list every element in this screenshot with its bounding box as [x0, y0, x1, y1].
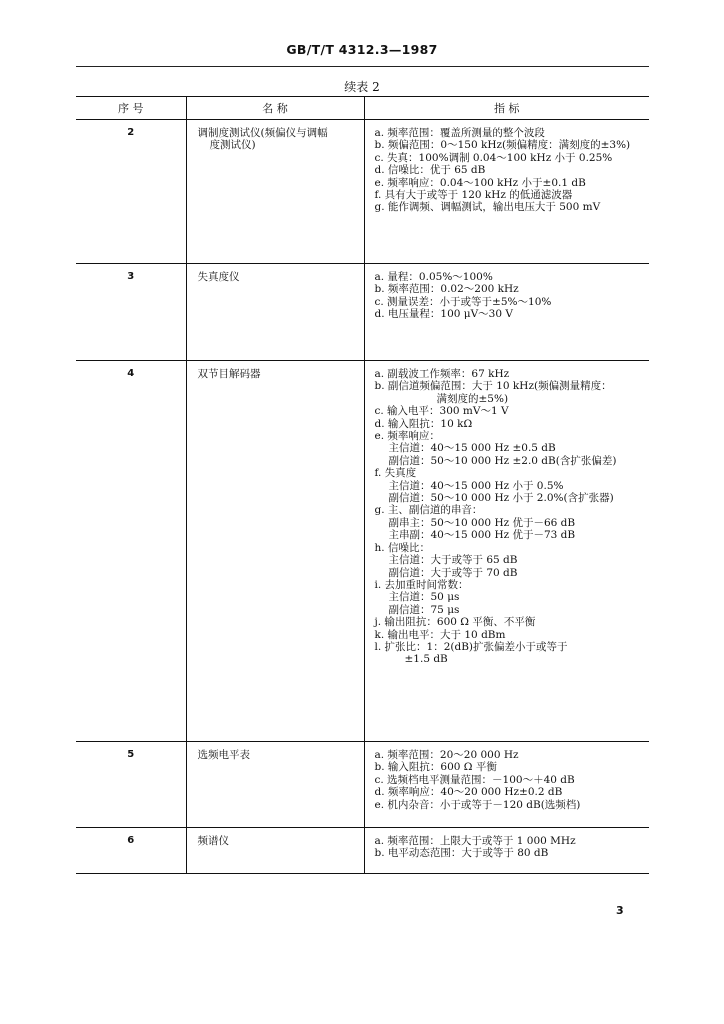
spec-item: e. 机内杂音：小于或等于－120 dB(选频档)	[374, 798, 581, 811]
spec-subitem: 主信道：大于或等于 65 dB	[388, 554, 518, 567]
table-row	[76, 264, 649, 361]
row-number: 4	[76, 361, 186, 742]
row-number: 2	[76, 120, 186, 264]
spec-subitem: 副串主：50～10 000 Hz 优于－66 dB	[388, 516, 576, 529]
spec-item: b. 频率范围：0.02～200 kHz	[374, 283, 519, 296]
spec-subitem: 副信道：50～10 000 Hz 小于 2.0%(含扩张器)	[388, 492, 614, 505]
spec-item: e. 频率响应：0.04～100 kHz 小于±0.1 dB	[374, 176, 586, 189]
spec-subitem: 副信道：50～10 000 Hz ±2.0 dB(含扩张偏差)	[388, 454, 617, 467]
spec-item: d. 输入阻抗：10 kΩ	[374, 417, 473, 430]
spec-item: d. 电压量程：100 μV～30 V	[374, 308, 513, 321]
spec-item: g. 主、副信道的串音：	[374, 504, 483, 517]
spec-item: c. 测量误差：小于或等于±5%～10%	[374, 295, 552, 308]
spec-item: b. 频偏范围：0～150 kHz(频偏精度：满刻度的±3%)	[374, 139, 631, 152]
spec-item: l. 扩张比：1：2(dB)扩张偏差小于或等于	[374, 640, 568, 653]
instrument-name-line: 失真度仪	[197, 271, 240, 283]
page-number: 3	[616, 904, 624, 917]
spec-cell	[364, 120, 649, 264]
instrument-name	[186, 120, 364, 264]
spec-cell	[364, 264, 649, 361]
instrument-name-line: 选频电平表	[197, 749, 250, 761]
instrument-name-line: 双节目解码器	[197, 368, 261, 380]
spec-item: a. 频率范围：上限大于或等于 1 000 MHz	[374, 835, 576, 847]
spec-item: h. 信噪比：	[374, 541, 430, 554]
instrument-name	[186, 742, 364, 828]
instrument-name-line: 频谱仪	[197, 835, 229, 847]
spec-item: f. 失真度	[374, 467, 417, 480]
spec-subitem: 主信道：50 μs	[388, 591, 460, 604]
row-number: 3	[76, 264, 186, 361]
column-header-spec: 指 标	[364, 97, 649, 120]
spec-item: k. 输出电平：大于 10 dBm	[374, 628, 506, 641]
spec-item: c. 失真：100%调制 0.04～100 kHz 小于 0.25%	[374, 151, 613, 164]
spec-subitem: 主信道：40～15 000 Hz 小于 0.5%	[388, 479, 564, 492]
spec-cell	[364, 828, 649, 874]
spec-item: e. 频率响应：	[374, 430, 440, 443]
spec-item: i. 去加重时间常数：	[374, 578, 469, 591]
spec-item: j. 输出阻抗：600 Ω 平衡、不平衡	[374, 616, 536, 629]
row-number: 5	[76, 742, 186, 828]
spec-item: f. 具有大于或等于 120 kHz 的低通滤波器	[374, 189, 573, 202]
instrument-name	[186, 828, 364, 874]
spec-table	[76, 96, 649, 874]
spec-item: b. 输入阻抗：600 Ω 平衡	[374, 761, 497, 774]
table-caption: 续表 2	[344, 80, 380, 94]
table-row	[76, 742, 649, 828]
spec-item: d. 信噪比：优于 65 dB	[374, 164, 486, 177]
row-number: 6	[76, 828, 186, 874]
spec-item: a. 频率范围：覆盖所测量的整个波段	[374, 127, 545, 139]
spec-cell	[364, 742, 649, 828]
spec-subitem: 副信道：75 μs	[388, 603, 460, 616]
table-header-row	[76, 97, 649, 120]
table-row	[76, 120, 649, 264]
instrument-name-line: 调制度测试仪(频偏仪与调幅	[197, 127, 328, 139]
spec-subitem: 副信道：大于或等于 70 dB	[388, 566, 518, 579]
spec-item: b. 电平动态范围：大于或等于 80 dB	[374, 847, 549, 860]
table-row	[76, 361, 649, 742]
spec-item: g. 能作调频、调幅测试，输出电压大于 500 mV	[374, 201, 601, 214]
spec-item: a. 副载波工作频率：67 kHz	[374, 368, 510, 380]
standard-code-header: GB/T/T 4312.3—1987	[286, 42, 438, 57]
spec-item: c. 输入电平：300 mV～1 V	[374, 405, 509, 418]
spec-item: d. 频率响应：40～20 000 Hz±0.2 dB	[374, 786, 563, 799]
spec-item-continuation: ±1.5 dB	[404, 653, 448, 666]
header-rule	[76, 66, 649, 67]
spec-item: b. 副信道频偏范围：大于 10 kHz(频偏测量精度：	[374, 380, 612, 393]
spec-cell	[364, 361, 649, 742]
spec-item-continuation: 满刻度的±5%)	[436, 392, 509, 405]
spec-subitem: 主串副：40～15 000 Hz 优于－73 dB	[388, 529, 576, 542]
spec-item: c. 选频档电平测量范围：－100～＋40 dB	[374, 773, 575, 786]
spec-subitem: 主信道：40～15 000 Hz ±0.5 dB	[388, 442, 556, 455]
column-header-number: 序 号	[76, 97, 186, 120]
instrument-name-line: 度测试仪)	[209, 139, 256, 152]
spec-item: a. 量程：0.05%～100%	[374, 271, 493, 283]
instrument-name	[186, 361, 364, 742]
instrument-name	[186, 264, 364, 361]
spec-item: a. 频率范围：20～20 000 Hz	[374, 749, 519, 761]
table-row	[76, 828, 649, 874]
column-header-name: 名 称	[186, 97, 364, 120]
